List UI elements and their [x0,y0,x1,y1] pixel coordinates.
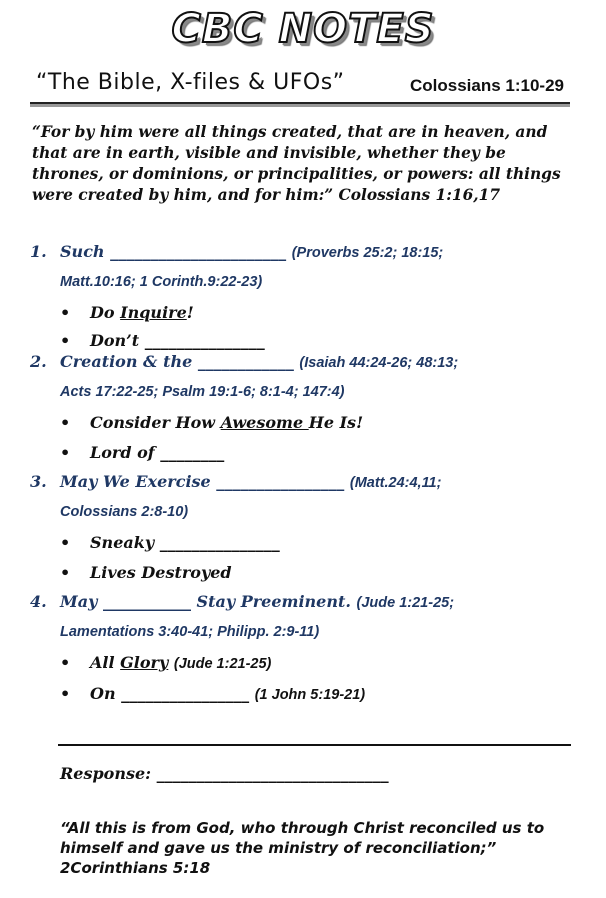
point-ref-continued: Colossians 2:8-10) [60,504,189,520]
list-item: • On ________________ (1 John 5:19-21) [60,684,366,703]
point-text: May We Exercise ________________ [60,472,345,491]
bullet-icon: • [60,684,71,703]
point-text: Creation & the ____________ [60,352,294,371]
point-ref-continued: Acts 17:22-25; Psalm 19:1-6; 8:1-4; 147:4) [60,384,345,400]
bullet-icon: • [60,413,71,432]
point-number: 4. [30,592,47,611]
bullet-icon: • [60,303,71,322]
list-item: • Don’t _______________ [60,331,265,350]
response-line: Response: _____________________________ [60,764,389,783]
point-text: Such ______________________ [60,242,287,261]
point-2 [30,352,575,463]
list-item: • Consider How Awesome He Is! [60,413,364,432]
list-item: • Sneaky _______________ [60,533,280,552]
point-4 [30,592,575,705]
point-ref: (Proverbs 25:2; 18:15; [291,245,444,261]
point-number: 3. [30,472,47,491]
bullet-icon: • [60,533,71,552]
bullet-icon: • [60,653,71,672]
point-ref: (Matt.24:4,11; [349,475,442,491]
bullet-icon: • [60,563,71,582]
sermon-title: “The Bible, X-files & UFOs” [36,70,345,95]
list-item: • Do Inquire! [60,303,194,322]
point-number: 1. [30,242,47,261]
point-ref: (Jude 1:21-25; [356,595,455,611]
point-number: 2. [30,352,47,371]
divider [58,744,571,746]
opening-quote: “For by him were all things created, that are in heaven, and that are in earth, visible and invisible, whether they be thrones, or dominions, or principalities, or powers: all things were created by him, and for him:” Colossians 1:16,17 [32,123,561,204]
point-3 [30,472,575,583]
point-ref-continued: Lamentations 3:40-41; Philipp. 2:9-11) [60,624,320,640]
point-1 [30,242,575,351]
sermon-subtitle-row [30,68,570,104]
bullet-icon: • [60,443,71,462]
sermon-scripture-ref: Colossians 1:10-29 [409,76,564,95]
list-item: • Lord of ________ [60,443,225,462]
list-item: • All Glory (Jude 1:21-25) [60,653,272,672]
point-text: May ___________ Stay Preeminent. [60,592,351,611]
point-ref-continued: Matt.10:16; 1 Corinth.9:22-23) [60,274,263,290]
point-ref: (Isaiah 44:24-26; 48:13; [299,355,459,371]
page-title: CBC NOTES [171,6,435,52]
list-item: • Lives Destroyed [60,563,232,582]
bullet-icon: • [60,331,71,350]
closing-quote: “All this is from God, who through Christ reconciled us to himself and gave us the ministry of reconciliation;” 2Corinthians 5:18 [60,819,545,877]
